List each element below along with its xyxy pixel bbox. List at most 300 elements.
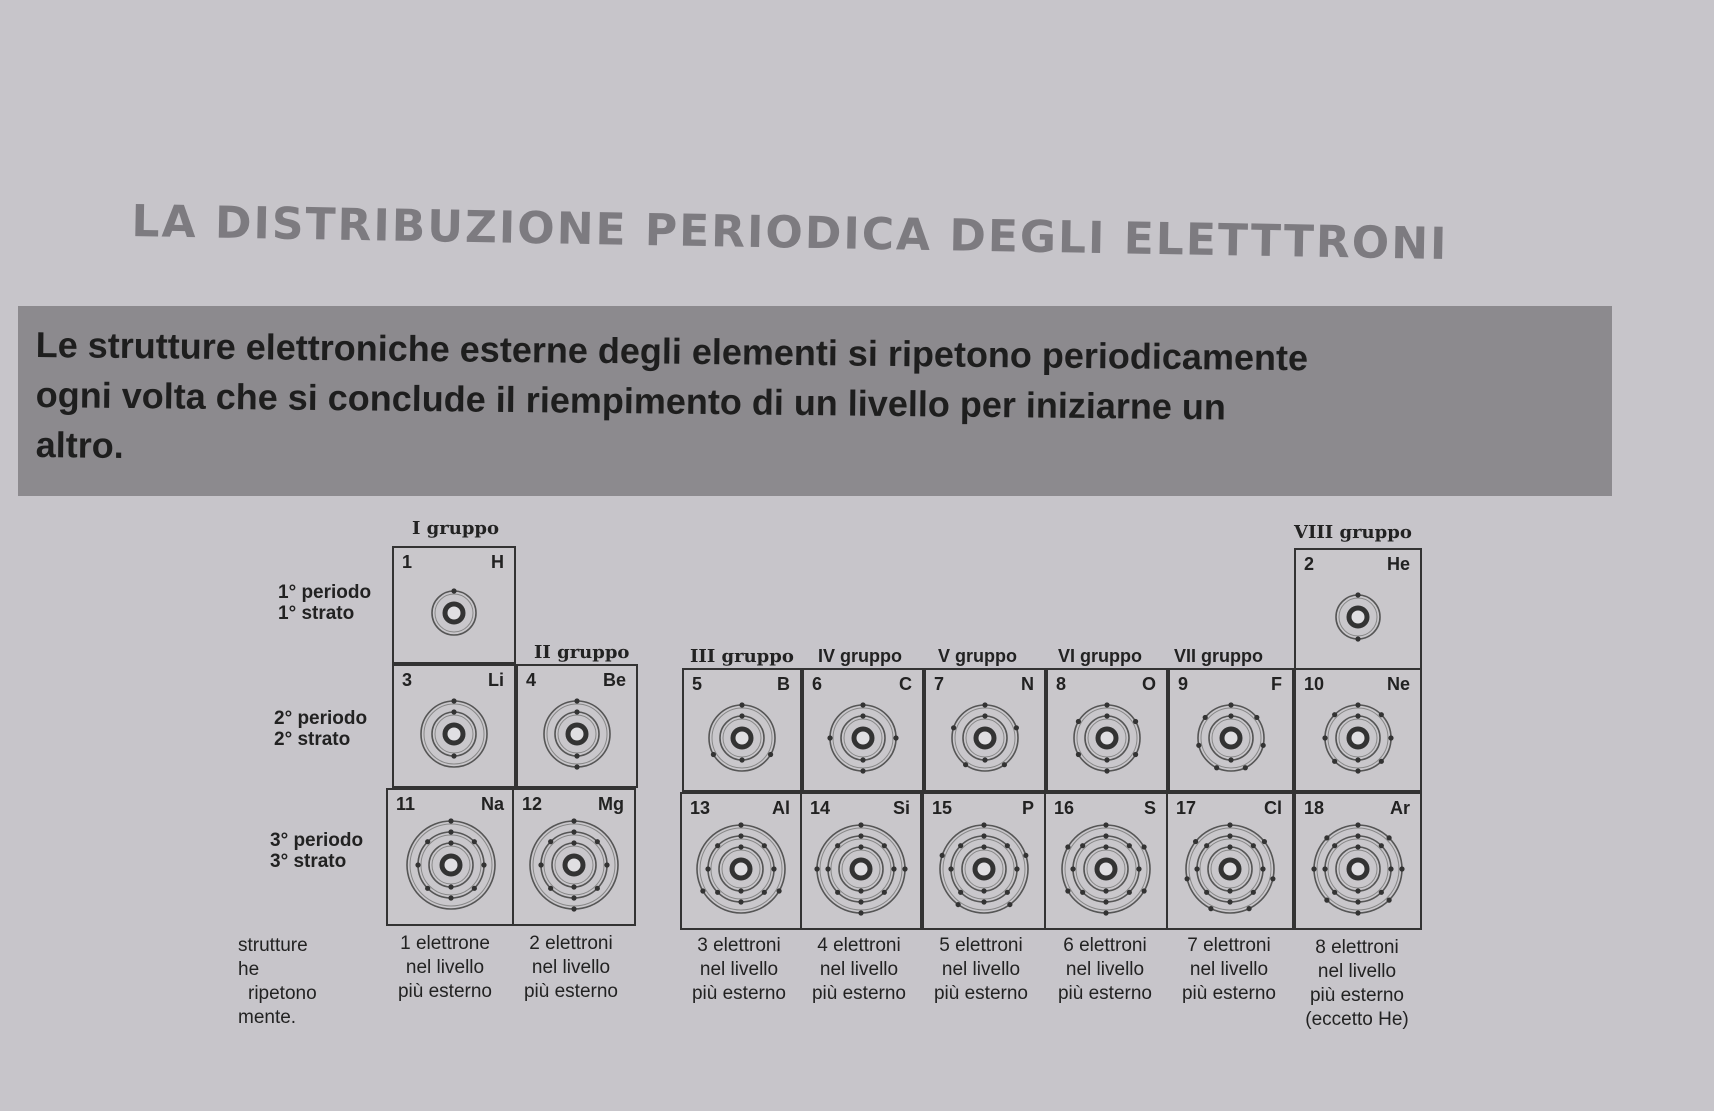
description-line: nel livello bbox=[699, 959, 779, 980]
electron-dot bbox=[1324, 835, 1329, 840]
electron-dot bbox=[981, 844, 986, 849]
element-symbol: O bbox=[1141, 674, 1156, 694]
nucleus bbox=[976, 729, 994, 747]
electron-dot bbox=[948, 866, 953, 871]
side-note-line-3: ripetono bbox=[248, 983, 317, 1004]
element-cell-c bbox=[802, 668, 924, 792]
element-cell-s bbox=[1044, 792, 1168, 930]
electron-dot bbox=[739, 702, 744, 707]
nucleus bbox=[1349, 729, 1367, 747]
electron-dot bbox=[1214, 765, 1219, 770]
electron-dot bbox=[1227, 888, 1232, 893]
element-symbol: P bbox=[1021, 798, 1034, 818]
electron-dot bbox=[982, 702, 987, 707]
electron-dot bbox=[1103, 899, 1108, 904]
electron-dot bbox=[481, 862, 486, 867]
electron-dot bbox=[1355, 888, 1360, 893]
element-cell-he bbox=[1294, 548, 1422, 670]
electron-dot bbox=[1355, 713, 1360, 718]
electron-dot bbox=[1311, 866, 1316, 871]
electron-dot bbox=[858, 888, 863, 893]
electron-dot bbox=[604, 862, 609, 867]
electron-dot bbox=[827, 735, 832, 740]
atomic-number: 13 bbox=[690, 798, 711, 818]
description-line: più esterno bbox=[397, 981, 492, 1002]
electron-dot bbox=[1133, 719, 1138, 724]
nucleus bbox=[1349, 608, 1367, 626]
definition-banner bbox=[18, 306, 1612, 496]
electron-dot bbox=[1103, 888, 1108, 893]
period-3-name: 3° periodo bbox=[270, 830, 364, 851]
electron-dot bbox=[1355, 592, 1360, 597]
electron-dot bbox=[1080, 890, 1085, 895]
electron-dot bbox=[1355, 844, 1360, 849]
atomic-number: 1 bbox=[402, 552, 413, 572]
electron-dot bbox=[574, 764, 579, 769]
electron-dot bbox=[1014, 725, 1019, 730]
electron-dot bbox=[1227, 822, 1232, 827]
electron-dot bbox=[882, 843, 887, 848]
description-line: 8 elettroni bbox=[1315, 937, 1399, 958]
side-note bbox=[238, 934, 317, 1030]
electron-dot bbox=[1005, 843, 1010, 848]
description-line: 4 elettroni bbox=[817, 935, 901, 956]
atomic-number: 11 bbox=[396, 794, 416, 814]
electron-dot bbox=[1104, 713, 1109, 718]
element-symbol: Ar bbox=[1389, 798, 1410, 818]
description-line: 7 elettroni bbox=[1187, 935, 1271, 956]
electron-dot bbox=[777, 888, 782, 893]
element-symbol: Cl bbox=[1264, 798, 1282, 818]
atomic-number: 4 bbox=[526, 670, 537, 690]
electron-dot bbox=[425, 839, 430, 844]
description-line: più esterno bbox=[691, 983, 786, 1004]
electron-dot bbox=[1332, 890, 1337, 895]
group-label-7: VII gruppo bbox=[1174, 646, 1263, 666]
electron-dot bbox=[738, 822, 743, 827]
electron-dot bbox=[711, 752, 716, 757]
electron-dot bbox=[595, 839, 600, 844]
electron-dot bbox=[705, 866, 710, 871]
element-symbol: C bbox=[899, 674, 912, 694]
electron-dot bbox=[1103, 910, 1108, 915]
atomic-number: 12 bbox=[522, 794, 543, 814]
electron-dot bbox=[472, 886, 477, 891]
group-label-6: VI gruppo bbox=[1058, 646, 1142, 666]
electron-dot bbox=[860, 702, 865, 707]
electron-dot bbox=[1208, 906, 1213, 911]
nucleus bbox=[445, 604, 463, 622]
group-label-5: V gruppo bbox=[938, 646, 1017, 666]
electron-dot bbox=[1379, 843, 1384, 848]
electron-dot bbox=[571, 884, 576, 889]
element-symbol: Be bbox=[602, 670, 626, 690]
atomic-number: 8 bbox=[1056, 674, 1067, 694]
electron-dot bbox=[1142, 844, 1147, 849]
electron-dot bbox=[882, 890, 887, 895]
electron-dot bbox=[548, 886, 553, 891]
electron-dot bbox=[1127, 890, 1132, 895]
electron-dot bbox=[1005, 890, 1010, 895]
atomic-number: 2 bbox=[1304, 554, 1315, 574]
electron-dot bbox=[1133, 752, 1138, 757]
group-label-4: IV gruppo bbox=[818, 646, 902, 666]
electron-dot bbox=[548, 839, 553, 844]
electron-dot bbox=[1387, 835, 1392, 840]
element-cell-mg bbox=[512, 788, 636, 926]
electron-dot bbox=[451, 588, 456, 593]
element-symbol: S bbox=[1143, 798, 1156, 818]
atomic-number: 18 bbox=[1304, 798, 1325, 818]
description-1 bbox=[380, 932, 510, 1004]
electron-dot bbox=[1355, 768, 1360, 773]
nucleus bbox=[1221, 860, 1239, 878]
element-cell-li bbox=[392, 664, 516, 788]
atomic-number: 10 bbox=[1304, 674, 1325, 694]
electron-dot bbox=[538, 862, 543, 867]
electron-dot bbox=[858, 899, 863, 904]
electron-dot bbox=[814, 866, 819, 871]
description-line: più esterno bbox=[1309, 985, 1404, 1006]
electron-dot bbox=[951, 725, 956, 730]
electron-dot bbox=[1007, 902, 1012, 907]
description-6 bbox=[1040, 934, 1170, 1006]
electron-dot bbox=[739, 713, 744, 718]
nucleus bbox=[445, 725, 463, 743]
element-symbol: Mg bbox=[598, 794, 624, 814]
electron-dot bbox=[835, 843, 840, 848]
electron-dot bbox=[1261, 743, 1266, 748]
description-3 bbox=[674, 934, 804, 1006]
electron-dot bbox=[1355, 757, 1360, 762]
electron-dot bbox=[1185, 876, 1190, 881]
electron-dot bbox=[1355, 636, 1360, 641]
electron-dot bbox=[448, 895, 453, 900]
element-symbol: F bbox=[1271, 674, 1282, 694]
electron-dot bbox=[1142, 888, 1147, 893]
electron-dot bbox=[1014, 866, 1019, 871]
electron-dot bbox=[448, 884, 453, 889]
description-2 bbox=[506, 932, 636, 1004]
electron-dot bbox=[825, 866, 830, 871]
description-4 bbox=[794, 934, 924, 1006]
atomic-number: 14 bbox=[810, 798, 831, 818]
nucleus bbox=[852, 860, 870, 878]
electron-dot bbox=[958, 890, 963, 895]
electron-dot bbox=[1070, 866, 1075, 871]
electron-dot bbox=[981, 833, 986, 838]
electron-dot bbox=[1251, 890, 1256, 895]
side-note-line-1: strutture bbox=[238, 935, 308, 956]
description-8 bbox=[1292, 936, 1422, 1032]
period-1-name: 1° periodo bbox=[278, 582, 372, 603]
electron-dot bbox=[1204, 890, 1209, 895]
electron-dot bbox=[1388, 735, 1393, 740]
electron-dot bbox=[700, 888, 705, 893]
electron-dot bbox=[981, 899, 986, 904]
description-5 bbox=[916, 934, 1046, 1006]
element-cell-na bbox=[386, 788, 516, 926]
description-line: più esterno bbox=[933, 983, 1028, 1004]
period-1-shell: 1° strato bbox=[278, 603, 355, 624]
electron-dot bbox=[1379, 712, 1384, 717]
electron-dot bbox=[1254, 715, 1259, 720]
period-3-shell: 3° strato bbox=[270, 851, 347, 872]
electron-dot bbox=[1322, 866, 1327, 871]
electron-dot bbox=[448, 818, 453, 823]
electron-dot bbox=[738, 888, 743, 893]
element-symbol: Si bbox=[892, 798, 910, 818]
electron-dot bbox=[738, 844, 743, 849]
description-7 bbox=[1164, 934, 1294, 1006]
description-line: nel livello bbox=[1065, 959, 1145, 980]
description-line: 1 elettrone bbox=[400, 933, 490, 954]
period-label-3 bbox=[270, 830, 363, 872]
electron-dot bbox=[451, 709, 456, 714]
electron-dot bbox=[1355, 910, 1360, 915]
electron-dot bbox=[1246, 906, 1251, 911]
atomic-number: 15 bbox=[932, 798, 953, 818]
electron-dot bbox=[415, 862, 420, 867]
nucleus bbox=[442, 856, 460, 874]
electron-dot bbox=[425, 886, 430, 891]
nucleus bbox=[975, 860, 993, 878]
electron-dot bbox=[768, 752, 773, 757]
electron-dot bbox=[1194, 866, 1199, 871]
electron-dot bbox=[1243, 765, 1248, 770]
electron-dot bbox=[448, 840, 453, 845]
electron-dot bbox=[860, 757, 865, 762]
description-line: 2 elettroni bbox=[529, 933, 613, 954]
element-cell-cl bbox=[1166, 792, 1294, 930]
element-cell-o bbox=[1046, 668, 1168, 792]
element-cell-b bbox=[682, 668, 802, 792]
electron-dot bbox=[1023, 853, 1028, 858]
atomic-number: 9 bbox=[1178, 674, 1189, 694]
electron-dot bbox=[1104, 702, 1109, 707]
description-line: nel livello bbox=[1317, 961, 1397, 982]
electron-dot bbox=[451, 753, 456, 758]
electron-dot bbox=[1262, 839, 1267, 844]
electron-dot bbox=[1065, 844, 1070, 849]
electron-dot bbox=[1355, 822, 1360, 827]
electron-dot bbox=[1196, 743, 1201, 748]
electron-dot bbox=[738, 899, 743, 904]
description-line: nel livello bbox=[1189, 959, 1269, 980]
banner-line-2: ogni volta che si conclude il riempimento di un livello per iniziarne un bbox=[35, 373, 1227, 428]
electron-dot bbox=[858, 833, 863, 838]
electron-dot bbox=[574, 709, 579, 714]
atomic-number: 5 bbox=[692, 674, 703, 694]
element-symbol: N bbox=[1021, 674, 1034, 694]
electron-dot bbox=[472, 839, 477, 844]
electron-dot bbox=[963, 762, 968, 767]
nucleus bbox=[732, 860, 750, 878]
electron-dot bbox=[571, 829, 576, 834]
electron-dot bbox=[571, 818, 576, 823]
nucleus bbox=[1349, 860, 1367, 878]
element-symbol: B bbox=[777, 674, 790, 694]
electron-dot bbox=[448, 829, 453, 834]
electron-dot bbox=[595, 886, 600, 891]
period-2-shell: 2° strato bbox=[274, 729, 351, 750]
element-symbol: Al bbox=[772, 798, 790, 818]
group-label-3: III gruppo bbox=[690, 646, 794, 667]
electron-dot bbox=[1324, 898, 1329, 903]
description-line: più esterno bbox=[523, 981, 618, 1002]
electron-dot bbox=[1203, 715, 1208, 720]
electron-dot bbox=[1228, 757, 1233, 762]
electron-dot bbox=[1332, 759, 1337, 764]
electron-dot bbox=[982, 713, 987, 718]
description-line: più esterno bbox=[811, 983, 906, 1004]
nucleus bbox=[1097, 860, 1115, 878]
electron-dot bbox=[902, 866, 907, 871]
electron-dot bbox=[762, 843, 767, 848]
electron-dot bbox=[771, 866, 776, 871]
nucleus bbox=[733, 729, 751, 747]
electron-dot bbox=[1355, 899, 1360, 904]
element-cell-n bbox=[924, 668, 1046, 792]
atomic-number: 17 bbox=[1176, 798, 1197, 818]
electron-dot bbox=[1227, 899, 1232, 904]
element-cell-f bbox=[1168, 668, 1294, 792]
nucleus bbox=[565, 856, 583, 874]
electron-dot bbox=[574, 753, 579, 758]
electron-dot bbox=[1322, 735, 1327, 740]
electron-dot bbox=[1104, 757, 1109, 762]
electron-dot bbox=[981, 822, 986, 827]
atomic-number: 16 bbox=[1054, 798, 1075, 818]
electron-dot bbox=[571, 895, 576, 900]
electron-dot bbox=[981, 888, 986, 893]
electron-dot bbox=[1332, 843, 1337, 848]
element-cell-h bbox=[392, 546, 516, 664]
description-line: più esterno bbox=[1181, 983, 1276, 1004]
period-2-name: 2° periodo bbox=[274, 708, 368, 729]
electron-dot bbox=[860, 713, 865, 718]
electron-dot bbox=[1136, 866, 1141, 871]
side-note-line-4: mente. bbox=[238, 1007, 297, 1028]
element-cell-al bbox=[680, 792, 802, 930]
electron-dot bbox=[1227, 833, 1232, 838]
electron-dot bbox=[1103, 844, 1108, 849]
element-symbol: Na bbox=[480, 794, 504, 814]
atomic-number: 3 bbox=[402, 670, 413, 690]
description-line: 5 elettroni bbox=[939, 935, 1023, 956]
electron-dot bbox=[860, 768, 865, 773]
electron-dot bbox=[1076, 752, 1081, 757]
electron-dot bbox=[739, 757, 744, 762]
side-note-line-2: he bbox=[238, 959, 260, 980]
electron-dot bbox=[1065, 888, 1070, 893]
electron-dot bbox=[1388, 866, 1393, 871]
electron-dot bbox=[1002, 762, 1007, 767]
electron-dot bbox=[893, 735, 898, 740]
electron-dot bbox=[715, 890, 720, 895]
element-symbol: Li bbox=[488, 670, 504, 690]
nucleus bbox=[854, 729, 872, 747]
electron-dot bbox=[1251, 843, 1256, 848]
electron-dot bbox=[1379, 890, 1384, 895]
description-line: 6 elettroni bbox=[1063, 935, 1147, 956]
electron-dot bbox=[1104, 768, 1109, 773]
electron-dot bbox=[571, 840, 576, 845]
description-line: più esterno bbox=[1057, 983, 1152, 1004]
nucleus bbox=[568, 725, 586, 743]
atomic-number: 6 bbox=[812, 674, 823, 694]
electron-dot bbox=[1270, 876, 1275, 881]
electron-dot bbox=[571, 906, 576, 911]
electron-dot bbox=[982, 757, 987, 762]
element-cell-ar bbox=[1294, 792, 1422, 930]
description-line: nel livello bbox=[941, 959, 1021, 980]
group-label-2: II gruppo bbox=[534, 642, 630, 663]
electron-dot bbox=[1399, 866, 1404, 871]
electron-dot bbox=[1228, 713, 1233, 718]
electron-dot bbox=[574, 698, 579, 703]
element-cell-si bbox=[800, 792, 922, 930]
electron-dot bbox=[891, 866, 896, 871]
description-line: nel livello bbox=[819, 959, 899, 980]
electron-dot bbox=[1260, 866, 1265, 871]
electron-dot bbox=[1193, 839, 1198, 844]
electron-dot bbox=[1332, 712, 1337, 717]
group-label-8: VIII gruppo bbox=[1294, 522, 1412, 543]
electron-dot bbox=[1127, 843, 1132, 848]
nucleus bbox=[1222, 729, 1240, 747]
period-label-2 bbox=[274, 708, 367, 750]
electron-dot bbox=[715, 843, 720, 848]
electron-dot bbox=[858, 910, 863, 915]
nucleus bbox=[1098, 729, 1116, 747]
electron-dot bbox=[1204, 843, 1209, 848]
page-title: LA DISTRIBUZIONE PERIODICA DEGLI ELETTTRONI bbox=[131, 196, 1449, 270]
description-line: nel livello bbox=[405, 957, 485, 978]
electron-dot bbox=[956, 902, 961, 907]
element-symbol: Ne bbox=[1386, 674, 1410, 694]
element-symbol: He bbox=[1386, 554, 1410, 574]
electron-dot bbox=[1103, 833, 1108, 838]
element-cell-ne bbox=[1294, 668, 1422, 792]
electron-dot bbox=[1355, 702, 1360, 707]
electron-dot bbox=[958, 843, 963, 848]
electron-dot bbox=[1228, 702, 1233, 707]
electron-dot bbox=[1103, 822, 1108, 827]
electron-dot bbox=[858, 822, 863, 827]
description-line: (eccetto He) bbox=[1305, 1009, 1409, 1030]
period-label-1 bbox=[278, 582, 371, 624]
electron-dot bbox=[835, 890, 840, 895]
electron-dot bbox=[1076, 719, 1081, 724]
electron-dot bbox=[1227, 844, 1232, 849]
electron-dot bbox=[1355, 833, 1360, 838]
group-label-1: I gruppo bbox=[412, 518, 500, 539]
atomic-number: 7 bbox=[934, 674, 945, 694]
electron-dot bbox=[940, 853, 945, 858]
electron-dot bbox=[762, 890, 767, 895]
element-symbol: H bbox=[491, 552, 504, 572]
element-cell-be bbox=[516, 664, 638, 788]
element-cell-p bbox=[922, 792, 1046, 930]
banner-line-3: altro. bbox=[35, 423, 124, 466]
electron-dot bbox=[451, 698, 456, 703]
electron-dot bbox=[1080, 843, 1085, 848]
description-line: nel livello bbox=[531, 957, 611, 978]
electron-dot bbox=[1387, 898, 1392, 903]
electron-dot bbox=[858, 844, 863, 849]
banner-line-1: Le strutture elettroniche esterne degli elementi si ripetono periodicamente bbox=[35, 323, 1309, 379]
